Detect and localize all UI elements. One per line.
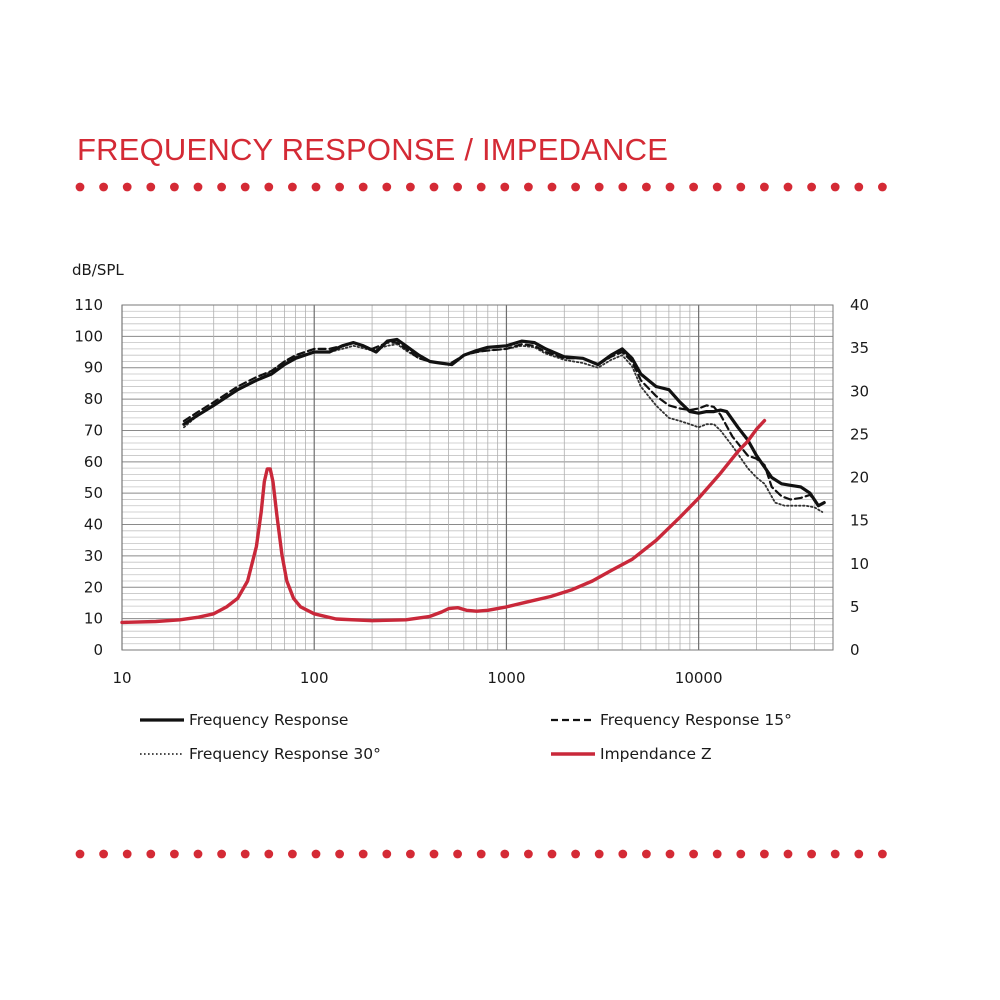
divider-dot: [854, 183, 863, 192]
divider-dot: [477, 183, 486, 192]
y-tick-label: 50: [83, 484, 103, 503]
divider-dot: [430, 850, 439, 859]
legend-label: Impendance Z: [600, 745, 712, 763]
y2-tick-label: 35: [850, 339, 870, 358]
divider-dot: [241, 183, 250, 192]
y-tick-label: 70: [83, 421, 103, 440]
divider-dot: [264, 183, 273, 192]
divider-dot: [194, 183, 203, 192]
dotted-divider-top: [76, 183, 887, 192]
y-axis-right-ticks: [850, 296, 869, 659]
divider-dot: [854, 850, 863, 859]
divider-dot: [524, 850, 533, 859]
divider-dot: [595, 183, 604, 192]
x-tick-label: 100: [299, 669, 329, 687]
divider-dot: [689, 183, 698, 192]
divider-dot: [736, 850, 745, 859]
divider-dot: [878, 183, 887, 192]
divider-dot: [288, 183, 297, 192]
divider-dot: [689, 850, 698, 859]
y2-tick-label: 20: [850, 468, 870, 487]
y-tick-label: 110: [74, 296, 103, 314]
divider-dot: [642, 183, 651, 192]
divider-dot: [831, 183, 840, 192]
y-tick-label: 0: [93, 641, 103, 659]
divider-dot: [500, 183, 509, 192]
y2-tick-label: 40: [850, 296, 870, 314]
divider-dot: [359, 850, 368, 859]
divider-dot: [217, 183, 226, 192]
divider-dot: [666, 183, 675, 192]
divider-dot: [382, 183, 391, 192]
divider-dot: [335, 850, 344, 859]
y-axis-left-label: dB/SPL: [72, 261, 124, 279]
y2-tick-label: 10: [850, 554, 870, 573]
section-heading: FREQUENCY RESPONSE / IMPEDANCE: [77, 132, 669, 167]
chart-grid: [122, 305, 833, 650]
divider-dot: [123, 850, 132, 859]
y-tick-label: 100: [74, 327, 103, 346]
plot-area-frame: [122, 305, 833, 650]
divider-dot: [760, 183, 769, 192]
divider-dot: [312, 850, 321, 859]
y-axis-left-ticks: [74, 296, 103, 659]
divider-dot: [807, 850, 816, 859]
divider-dot: [595, 850, 604, 859]
legend-label: Frequency Response 30°: [189, 745, 381, 763]
y2-tick-label: 0: [850, 641, 860, 659]
divider-dot: [453, 850, 462, 859]
divider-dot: [241, 850, 250, 859]
divider-dot: [288, 850, 297, 859]
divider-dot: [264, 850, 273, 859]
divider-dot: [382, 850, 391, 859]
divider-dot: [406, 850, 415, 859]
divider-dot: [453, 183, 462, 192]
y-tick-label: 60: [83, 452, 103, 471]
divider-dot: [618, 183, 627, 192]
x-tick-label: 10000: [674, 669, 723, 687]
y-tick-label: 20: [83, 578, 103, 597]
x-axis-ticks: [112, 669, 722, 687]
divider-dot: [406, 183, 415, 192]
y-tick-label: 10: [83, 609, 103, 628]
divider-dot: [170, 183, 179, 192]
legend-label: Frequency Response: [189, 711, 349, 729]
divider-dot: [784, 183, 793, 192]
divider-dot: [312, 183, 321, 192]
divider-dot: [170, 850, 179, 859]
divider-dot: [76, 183, 85, 192]
divider-dot: [146, 183, 155, 192]
divider-dot: [524, 183, 533, 192]
divider-dot: [430, 183, 439, 192]
divider-dot: [477, 850, 486, 859]
y2-tick-label: 15: [850, 511, 870, 530]
divider-dot: [359, 183, 368, 192]
divider-dot: [571, 850, 580, 859]
y-tick-label: 80: [83, 390, 103, 409]
divider-dot: [831, 850, 840, 859]
divider-dot: [760, 850, 769, 859]
x-tick-label: 1000: [487, 669, 526, 687]
divider-dot: [571, 183, 580, 192]
dotted-divider-bottom: [76, 850, 887, 859]
divider-dot: [784, 850, 793, 859]
series-line-3: [122, 421, 765, 623]
divider-dot: [99, 850, 108, 859]
y2-tick-label: 25: [850, 425, 870, 444]
divider-dot: [548, 183, 557, 192]
divider-dot: [99, 183, 108, 192]
divider-dot: [194, 850, 203, 859]
divider-dot: [76, 850, 85, 859]
divider-dot: [713, 850, 722, 859]
divider-dot: [807, 183, 816, 192]
y-tick-label: 30: [83, 546, 103, 565]
divider-dot: [548, 850, 557, 859]
divider-dot: [642, 850, 651, 859]
x-tick-label: 10: [112, 669, 132, 687]
divider-dot: [500, 850, 509, 859]
divider-dot: [666, 850, 675, 859]
divider-dot: [736, 183, 745, 192]
divider-dot: [713, 183, 722, 192]
y-tick-label: 40: [83, 515, 103, 534]
y2-tick-label: 30: [850, 382, 870, 401]
chart-legend: [140, 711, 792, 763]
y2-tick-label: 5: [850, 597, 860, 616]
divider-dot: [123, 183, 132, 192]
divider-dot: [878, 850, 887, 859]
legend-label: Frequency Response 15°: [600, 711, 792, 729]
divider-dot: [618, 850, 627, 859]
divider-dot: [146, 850, 155, 859]
divider-dot: [335, 183, 344, 192]
y-tick-label: 90: [83, 358, 103, 377]
divider-dot: [217, 850, 226, 859]
